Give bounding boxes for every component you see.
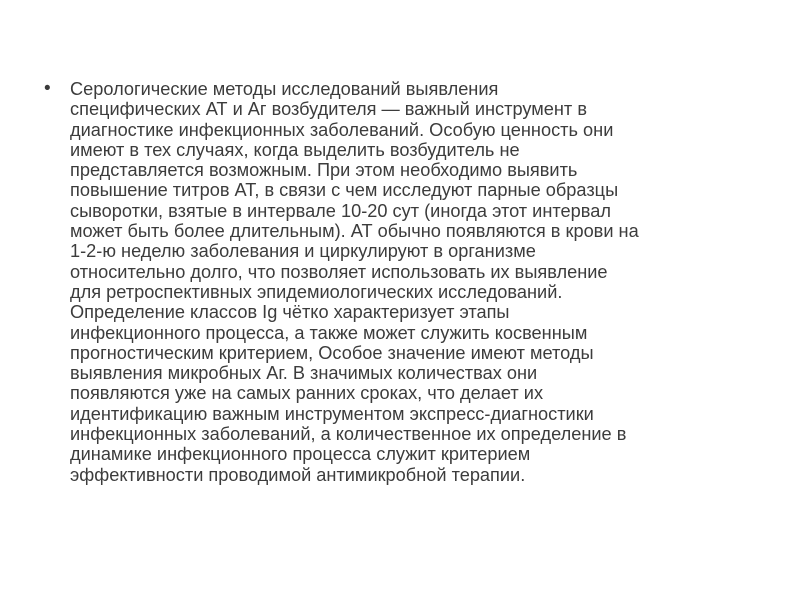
text-line: динамике инфекционного процесса служит критерием [70,444,531,465]
text-line: 1-2-ю неделю заболевания и циркулируют в организме [70,241,536,262]
text-line: может быть более длительным). АТ обычно появляются в крови на [70,221,639,242]
text-line: инфекционных заболеваний, а количественное их определение в [70,424,627,445]
text-line: идентификацию важным инструментом экспресс-диагностики [70,403,594,424]
bullet-item [44,79,760,485]
bullet-paragraph [70,79,760,485]
bullet-icon: • [44,78,51,99]
text-line: относительно долго, что позволяет использовать их выявление [70,261,608,282]
text-line: выявления микробных Аг. В значимых количествах они [70,363,538,384]
text-line: эффективности проводимой антимикробной терапии. [70,464,526,485]
text-line: представляется возможным. При этом необходимо выявить [70,160,578,181]
text-line: Серологические методы исследований выявления [70,79,499,99]
text-line: специфических АТ и Аг возбудителя — важный инструмент в [70,99,587,120]
text-line: имеют в тех случаях, когда выделить возбудитель не [70,139,520,160]
text-line: сыворотки, взятые в интервале 10-20 сут (иногда этот интервал [70,200,611,221]
text-line: для ретроспективных эпидемиологических исследований. [70,281,563,302]
text-line: появляются уже на самых ранних сроках, что делает их [70,383,544,404]
text-line: Определение классов Ig чётко характеризует этапы [70,302,510,323]
text-line: прогностическим критерием, Особое значение имеют методы [70,342,594,363]
text-line: инфекционного процесса, а также может служить косвенным [70,322,588,343]
text-line: диагностике инфекционных заболеваний. Особую ценность они [70,119,614,140]
text-line: повышение титров АТ, в связи с чем исследуют парные образцы [70,180,619,201]
